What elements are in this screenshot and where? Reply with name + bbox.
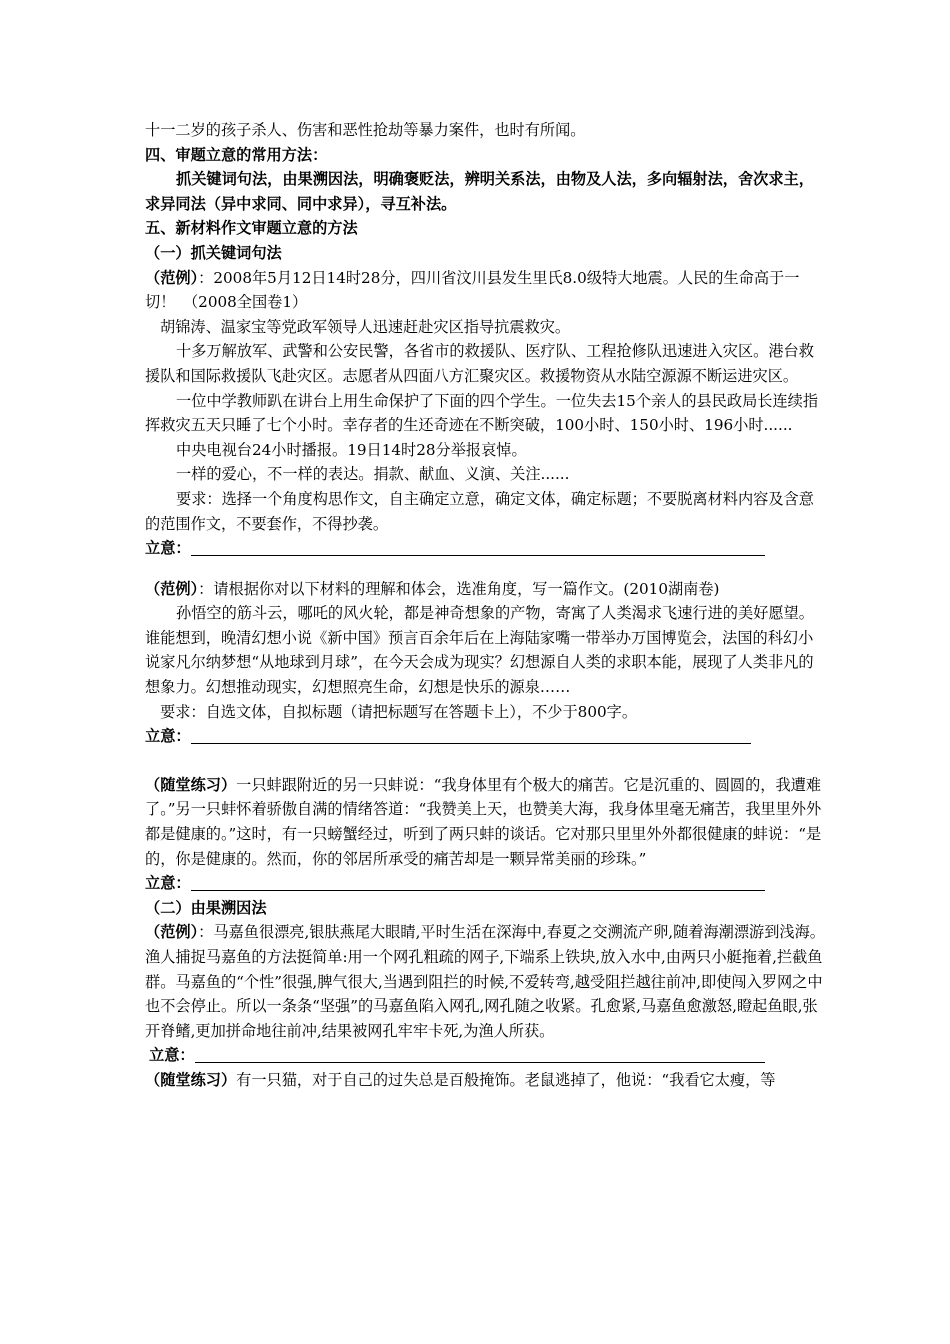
spacer	[145, 561, 825, 577]
practice-tag: （随堂练习）	[145, 1070, 237, 1089]
answer-label: 立意：	[149, 1046, 195, 1065]
intro-line: 十一二岁的孩子杀人、伤害和恶性抢劫等暴力案件，也时有所闻。	[145, 121, 586, 139]
answer-label: 立意：	[145, 874, 191, 893]
section4-methods: 抓关键词句法，由果溯因法，明确褒贬法，辨明关系法，由物及人法，多向辐射法，舍次求主，求异同法（异中求同、同中求异），寻互补法。	[145, 170, 814, 213]
answer-label: 立意：	[145, 539, 191, 558]
sub2-practice-text: 有一只猫，对于自己的过失总是百般掩饰。老鼠逃掉了，他说：“我看它太瘦，等	[236, 1070, 776, 1089]
example1-para: 十多万解放军、武警和公安民警，各省市的救援队、医疗队、工程抢修队迅速进入灾区。港台救援队和国际救援队飞赴灾区。志愿者从四面八方汇聚灾区。救援物资从水陆空源源不断运进灾区。	[145, 342, 814, 385]
example2-para: 孙悟空的筋斗云，哪吒的风火轮，都是神奇想象的产物，寄寓了人类渴求飞速行进的美好愿望。谁能想到，晚清幻想小说《新中国》预言百余年后在上海陆家嘴一带举办万国博览会，法国的科幻小说家凡尔纳梦想“从地球到月球”，在今天会成为现实？幻想源自人类的求职本能，展现了人类非凡的想象力。幻想推动现实，幻想照亮生命，幻想是快乐的源泉……	[145, 604, 814, 697]
example2-lead	[145, 577, 825, 602]
example-tag: （范例）	[145, 579, 199, 598]
example-tag: （范例）	[145, 923, 199, 942]
example-tag: （范例）	[145, 268, 199, 287]
answer-line[interactable]	[145, 1043, 825, 1068]
practice1-text: 一只蚌跟附近的另一只蚌说：“我身体里有个极大的痛苦。它是沉重的、圆圆的，我遭难了。”另一只蚌怀着骄傲自满的情绪答道：“我赞美上天，也赞美大海，我身体里毫无痛苦，我里里外外都是健康的。”这时，有一只螃蟹经过，听到了两只蚌的谈话。它对那只里里外外都很健康的蚌说：“是的，你是健康的。然而，你的邻居所承受的痛苦却是一颗异常美丽的珍珠。”	[145, 775, 822, 868]
sub2-heading: （二）由果溯因法	[145, 898, 267, 917]
practice1	[145, 773, 825, 871]
example2-requirement: 要求：自选文体，自拟标题（请把标题写在答题卡上），不少于800字。	[160, 702, 638, 721]
example1-para: 一样的爱心，不一样的表达。捐款、献血、义演、关注......	[176, 465, 570, 484]
example1-para: 要求：选择一个角度构思作文，自主确定立意，确定文体，确定标题；不要脱离材料内容及含意的范围作文，不要套作，不得抄袭。	[145, 489, 814, 533]
sub2-practice	[145, 1068, 825, 1093]
answer-label: 立意：	[145, 727, 191, 746]
answer-underline	[195, 1062, 765, 1063]
example1-lead	[145, 266, 825, 315]
example1-para: 一位中学教师趴在讲台上用生命保护了下面的四个学生。一位失去15个亲人的县民政局长连续指挥救灾五天只睡了七个小时。幸存者的生还奇迹在不断突破，100小时、150小时、196小时......	[145, 391, 819, 435]
example1-para: 中央电视台24小时播报。19日14时28分举报哀悼。	[176, 440, 527, 459]
answer-line[interactable]	[145, 724, 825, 749]
section5-heading: 五、新材料作文审题立意的方法	[145, 219, 358, 238]
example2-lead-text: ：请根据你对以下材料的理解和体会，选准角度，写一篇作文。(2010湖南卷)	[198, 579, 720, 598]
sub2-example-text: ：马嘉鱼很漂亮,银肤燕尾大眼睛,平时生活在深海中,春夏之交溯流产卵,随着海潮漂游到浅海。渔人捕捉马嘉鱼的方法挺简单:用一个网孔粗疏的网子,下端系上铁块,放入水中,由两只小艇拖着,拦截鱼群。马嘉鱼的“个性”很强,脾气很大,当遇到阻拦的时候,不爱转弯,越受阻拦越往前冲,即使闯入罗网之中也不会停止。所以一条条“坚强”的马嘉鱼陷入网孔,网孔随之收紧。孔愈紧,马嘉鱼愈激怒,瞪起鱼眼,张开脊鳍,更加拼命地往前冲,结果被网孔牢牢卡死,为渔人所获。	[145, 923, 825, 1040]
practice-tag: （随堂练习）	[145, 775, 237, 794]
example1-lead-text: ：2008年5月12日14时28分，四川省汶川县发生里氏8.0级特大地震。人民的生命高于一切！ （2008全国卷1）	[145, 268, 800, 312]
answer-underline	[191, 743, 751, 744]
example1-para: 胡锦涛、温家宝等党政军领导人迅速赶赴灾区指导抗震救灾。	[160, 317, 571, 336]
sub2-example	[145, 920, 825, 1043]
document-page	[145, 118, 825, 1093]
spacer	[145, 749, 825, 773]
answer-underline	[191, 890, 765, 891]
sub1-heading: （一）抓关键词句法	[145, 243, 282, 262]
answer-line[interactable]	[145, 536, 825, 561]
section4-heading: 四、审题立意的常用方法：	[145, 145, 328, 164]
answer-underline	[191, 555, 765, 556]
answer-line[interactable]	[145, 871, 825, 896]
